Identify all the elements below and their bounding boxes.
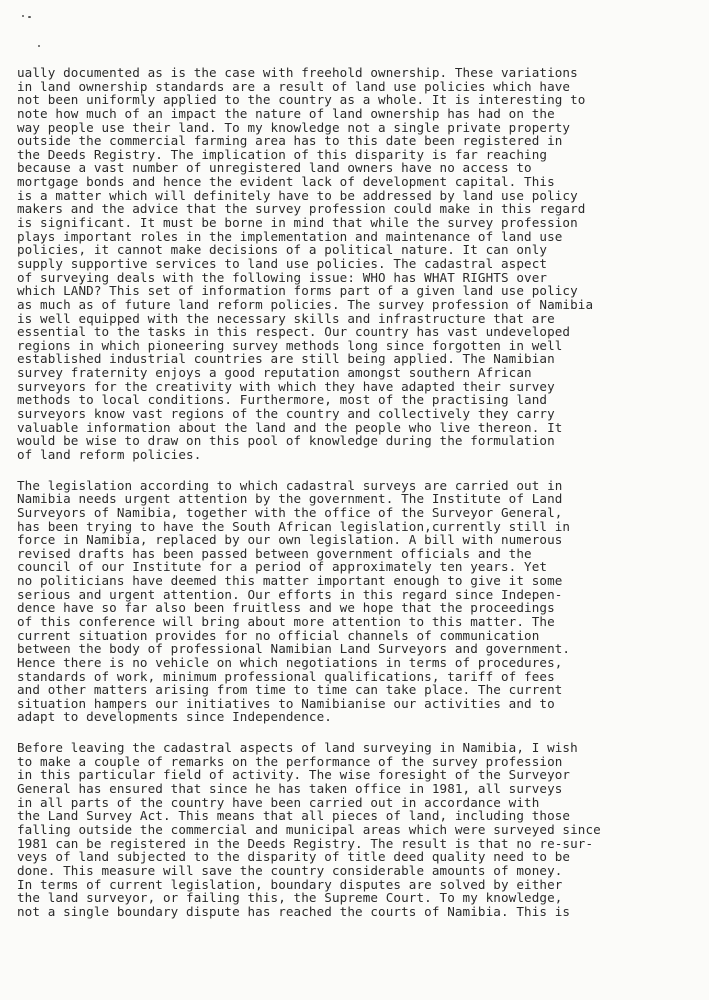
text-line: regions in which pioneering survey methods long since forgotten in well xyxy=(17,337,563,353)
text-line: methods to local conditions. Furthermore, most of the practising land xyxy=(17,392,548,408)
text-line: not a single boundary dispute has reached the courts of Namibia. This is xyxy=(17,903,571,919)
text-line: current situation provides for no official channels of communication xyxy=(17,627,540,643)
text-line: revised drafts has been passed between government officials and the xyxy=(17,545,532,561)
text-line: veys of land subjected to the disparity of title deed quality need to be xyxy=(17,849,571,865)
scan-specks xyxy=(20,10,60,55)
text-line: ually documented as is the case with freehold ownership. These variations xyxy=(17,65,578,80)
text-line: of land reform policies. xyxy=(17,446,202,462)
text-line: would be wise to draw on this pool of knowledge during the formulation xyxy=(17,433,555,449)
text-line: the Deeds Registry. The implication of this disparity is far reaching xyxy=(17,146,548,162)
text-line: Surveyors of Namibia, together with the office of the Surveyor General, xyxy=(17,504,563,520)
text-line: the land surveyor, or failing this, the Supreme Court. To my knowledge, xyxy=(17,890,563,906)
text-line: Before leaving the cadastral aspects of land surveying in Namibia, I wish xyxy=(17,740,578,756)
text-line: not been uniformly applied to the country as a whole. It is interesting to xyxy=(17,92,586,108)
text-line: which LAND? This set of information forms part of a given land use policy xyxy=(17,283,578,299)
paragraph-legislation xyxy=(17,479,677,725)
paragraph-cadastral-performance xyxy=(17,741,677,918)
text-line: because a vast number of unregistered land owners have no access to xyxy=(17,160,532,176)
document-body xyxy=(17,66,677,935)
text-line: Hence there is no vehicle on which negotiations in terms of procedures, xyxy=(17,654,563,670)
text-line: way people use their land. To my knowledge not a single private property xyxy=(17,119,571,135)
text-line: surveyors know vast regions of the country and collectively they carry xyxy=(17,406,555,422)
text-line: serious and urgent attention. Our efforts in this regard since Indepen- xyxy=(17,586,563,602)
text-line: council of our Institute for a period of approximately ten years. Yet xyxy=(17,559,548,575)
scan-speck xyxy=(38,45,40,47)
text-line: valuable information about the land and the people who live thereon. It xyxy=(17,419,563,435)
text-line: In terms of current legislation, boundary disputes are solved by either xyxy=(17,876,563,892)
text-line: outside the commercial farming area has to this date been registered in xyxy=(17,133,563,149)
text-line: is a matter which will definitely have to be addressed by land use policy xyxy=(17,187,578,203)
text-line: 1981 can be registered in the Deeds Registry. The result is that no re-sur- xyxy=(17,835,594,851)
text-line: makers and the advice that the survey profession could make in this regard xyxy=(17,201,586,217)
text-line: adapt to developments since Independence. xyxy=(17,709,332,725)
text-line: is significant. It must be borne in mind that while the survey profession xyxy=(17,215,578,231)
text-line: standards of work, minimum professional qualifications, tariff of fees xyxy=(17,668,555,684)
text-line: plays important roles in the implementation and maintenance of land use xyxy=(17,228,563,244)
scan-speck xyxy=(22,15,24,17)
text-line: and other matters arising from time to time can take place. The current xyxy=(17,682,563,698)
text-line: in this particular field of activity. The wise foresight of the Surveyor xyxy=(17,767,571,783)
text-line: in land ownership standards are a result of land use policies which have xyxy=(17,78,571,94)
text-line: the Land Survey Act. This means that all pieces of land, including those xyxy=(17,808,571,824)
text-line: mortgage bonds and hence the evident lack of development capital. This xyxy=(17,174,555,190)
text-line: The legislation according to which cadastral surveys are carried out in xyxy=(17,477,563,493)
text-line: survey fraternity enjoys a good reputation amongst southern African xyxy=(17,365,532,381)
text-line: situation hampers our initiatives to Namibianise our activities and to xyxy=(17,695,555,711)
text-line: General has ensured that since he has taken office in 1981, all surveys xyxy=(17,781,563,797)
paragraph-land-ownership xyxy=(17,66,677,462)
text-line: essential to the tasks in this respect. Our country has vast undeveloped xyxy=(17,324,571,340)
text-line: to make a couple of remarks on the performance of the survey profession xyxy=(17,753,563,769)
text-line: is well equipped with the necessary skills and infrastructure that are xyxy=(17,310,555,326)
text-line: Namibia needs urgent attention by the government. The Institute of Land xyxy=(17,491,563,507)
scan-speck xyxy=(28,16,31,18)
text-line: done. This measure will save the country considerable amounts of money. xyxy=(17,862,563,878)
text-line: surveyors for the creativity with which they have adapted their survey xyxy=(17,378,555,394)
text-line: falling outside the commercial and municipal areas which were surveyed since xyxy=(17,821,601,837)
text-line: has been trying to have the South African legislation,currently still in xyxy=(17,518,571,534)
text-line: no politicians have deemed this matter important enough to give it some xyxy=(17,573,563,589)
text-line: supply supportive services to land use policies. The cadastral aspect xyxy=(17,255,548,271)
text-line: established industrial countries are still being applied. The Namibian xyxy=(17,351,555,367)
text-line: as much as of future land reform policies. The survey profession of Namibia xyxy=(17,296,594,312)
text-line: note how much of an impact the nature of land ownership has had on the xyxy=(17,105,555,121)
text-line: force in Namibia, replaced by our own legislation. A bill with numerous xyxy=(17,532,563,548)
text-line: between the body of professional Namibian Land Surveyors and government. xyxy=(17,641,571,657)
text-line: of surveying deals with the following issue: WHO has WHAT RIGHTS over xyxy=(17,269,548,285)
text-line: in all parts of the country have been carried out in accordance with xyxy=(17,794,540,810)
text-line: policies, it cannot make decisions of a political nature. It can only xyxy=(17,242,548,258)
text-line: dence have so far also been fruitless and we hope that the proceedings xyxy=(17,600,555,616)
text-line: of this conference will bring about more attention to this matter. The xyxy=(17,613,555,629)
